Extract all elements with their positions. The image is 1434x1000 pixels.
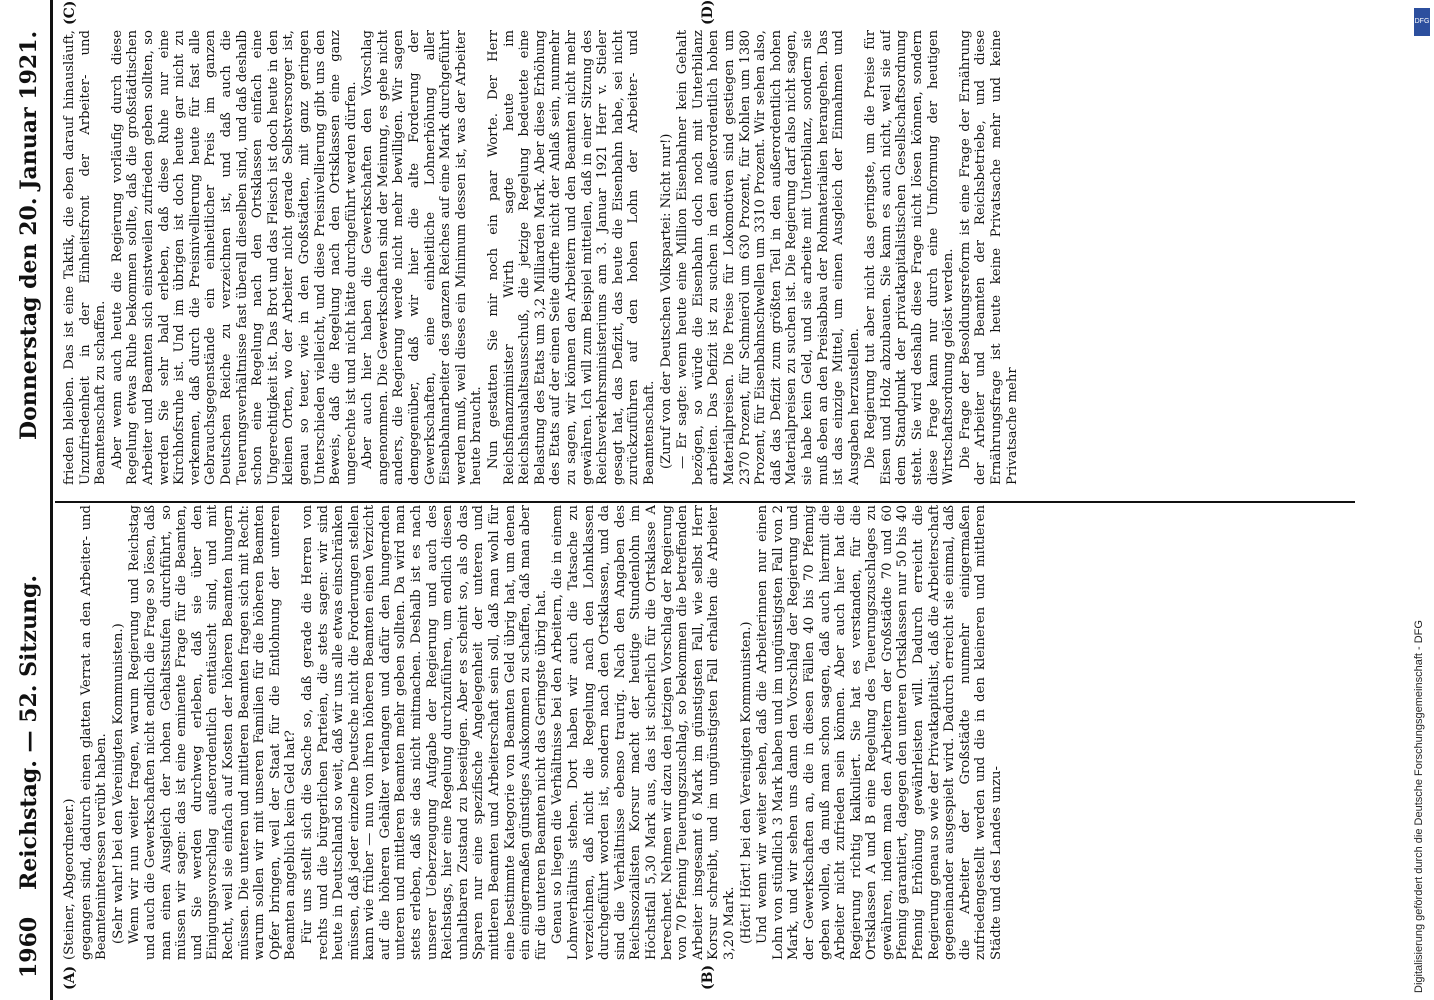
- margin-mark-a: (A): [62, 965, 78, 990]
- page-number: 1960: [16, 916, 42, 978]
- paragraph: Genau so liegen die Verhältnisse bei den Arbeitern, die in einem Lohnverhältnis stehen. Dort haben wir auch die Tatsache zu verzeichnen, daß nicht die Regelung nach den Lohnklassen durchgeführt worden ist, sondern nach den Ortsklassen, und da sind die Verhältnisse ebenso traurig. Nach den Angaben des Reichssozialisten Korsur macht der heutige Stundenlohn im Höchstfall 5,30 Mark aus, das ist sicherlich für die Ortsklasse A berechnet. Nehmen wir dazu den jetzigen Vorschlag der Regierung von 70 Pfennig Teuerungszuschlag, so bekommen die betreffenden Arbeiter insgesamt 6 Mark im günstigsten Fall, wie selbst Herr Korsur schreibt, und im ungünstigsten Fall erhalten die Arbeiter 3,20 Mark.: [550, 505, 737, 960]
- margin-mark-d: (D): [700, 0, 716, 25]
- paragraph: gegangen sind, dadurch einen glatten Verrat an den Arbeiter- und Beamteninteressen verübt haben.: [78, 505, 110, 960]
- paragraph: Wenn wir nun weiter fragen, warum Regierung und Reichstag und auch die Gewerkschaften nicht endlich die Frage so lösen, daß man einen Ausgleich der hohen Gehaltsstufen durchführt, so müssen wir sagen: das ist eine eminente Frage für die Beamten, und Sie werden durchweg erleben, daß sie über den Einigungsvorschlag außerordentlich enttäuscht sind, und mit Recht, weil sie einfach auf Kosten der höheren Beamten hungern müssen. Die unteren und mittleren Beamten fragen sich mit Recht: warum sollen wir mit unseren Familien für die höheren Beamten Opfer bringen, weil der Staat für die Entlohnung der unteren Beamten angeblich kein Geld hat?: [127, 505, 299, 960]
- paragraph: Aber wenn auch heute die Regierung vorläufig durch diese Regelung etwas Ruhe bekommen sollte, daß die großstädtischen Arbeiter und Beamten sich einstweilen zufrieden geben sollten, so werden Sie sehr bald erleben, daß diese Ruhe nur eine Kirchhofsruhe ist. Und im übrigen ist doch heute gar nicht zu verkennen, daß durch die Preisnivellierung heute für fast alle Gebrauchsgegenstände ein einheitlicher Preis im ganzen Deutschen Reiche zu verzeichnen ist, und daß auch die Teuerungsverhältnisse fast überall dieselben sind, und daß deshalb schon eine Regelung nach den Ortsklassen einfach eine Ungerechtigkeit ist. Das Brot und das Fleisch ist doch heute in den kleinen Orten, wo der Arbeiter nicht gerade Selbstversorger ist, genau so teuer, wie in den Großstädten, mit ganz geringen Unterschieden vielleicht, und diese Preisnivellierung gibt uns den Beweis, daß die Regelung nach den Ortsklassen eine ganz ungerechte ist und nicht hätte durchgeführt werden dürfen.: [109, 30, 359, 485]
- paragraph: Nun gestatten Sie mir noch ein paar Worte. Der Herr Reichsfinanzminister Wirth sagte heute im Reichshaushaltsausschuß, die jetzige Regelung bedeutete eine Belastung des Etats um 3,2 Milliarden Mark. Aber diese Erhöhung des Etats auf der einen Seite dürfte nicht der Anlaß sein, nunmehr zu sagen, wir können den Arbeitern und den Beamten nicht mehr gewähren. Ich will zum Beispiel mitteilen, daß in einer Sitzung des Reichsverkehrsministeriums am 3. Januar 1921 Herr v. Stieler gesagt hat, das Defizit, das heute die Eisenbahn habe, sei nicht zurückzuführen auf den hohen Lohn der Arbeiter- und Beamtenschaft.: [486, 30, 657, 485]
- paragraph: Und wenn wir weiter sehen, daß die Arbeiterinnen nur einen Lohn von stündlich 3 Mark haben und im ungünstigsten Fall von 2 Mark, und wir sehen uns dann den Vorschlag der Regierung und der Gewerkschaften an, die in diesen Fällen 40 bis 70 Pfennig geben wollen, da muß man schon sagen, daß auch hiermit die Arbeiter nicht zufrieden sein können. Aber auch hier hat die Regierung richtig kalkuliert. Sie hat es verstanden, für die Ortsklassen A und B eine Regelung des Teuerungszuschlages zu gewähren, indem man den Arbeitern der Großstädte 70 und 60 Pfennig garantiert, dagegen den unteren Ortsklassen nur 50 bis 40 Pfennig Erhöhung gewährleisten will. Dadurch erreicht die Regierung genau so wie der Privatkapitalist, daß die Arbeiterschaft gegeneinander ausgespielt wird. Dadurch erreicht sie einmal, daß die Arbeiter der Großstädte nunmehr einigermaßen zufriedengestellt werden und die in den kleineren und mittleren Städte und des Landes unzu-: [755, 505, 1005, 960]
- page-header: [10, 0, 53, 1000]
- running-head: Reichstag. — 52. Sitzung.: [16, 574, 42, 890]
- margin-mark-c: (C): [62, 0, 78, 25]
- paragraph: Aber auch hier haben die Gewerkschaften den Vorschlag angenommen. Die Gewerkschaften sind der Meinung, es gehe nicht anders, die Regierung werde nicht mehr bewilligen. Wir sagen demgegenüber, daß wir hier die alte Forderung der Gewerkschaften, eine einheitliche Lohnerhöhung aller Eisenbahnarbeiter des ganzen Reiches auf eine Mark durchgeführt werden muß, weil dieses ein Minimum dessen ist, was der Arbeiter heute braucht.: [360, 30, 485, 485]
- paragraph: Für uns stellt sich die Sache so, daß gerade die Herren von rechts und die bürgerlichen Parteien, die stets sagen: wir sind heute in Deutschland so weit, daß wir uns alle etwas einschränken müssen, daß jeder einzelne Deutsche nicht die Forderungen stellen kann wie früher — nun von ihren höheren Beamten einen Verzicht auf die höheren Gehälter verlangen und dafür den hungernden unteren und mittleren Beamten mehr geben sollten. Da wird man stets erleben, daß sie das nicht mitmachen. Deshalb ist es nach unserer Ueberzeugung Aufgabe der Regierung und auch des Reichstags, hier eine Regelung durchzuführen, um endlich diesen unhaltbaren Zustand zu beseitigen. Aber es scheint so, als ob das Sparen nur eine spezifische Angelegenheit der unteren und mittleren Beamten und Arbeiterschaft sein soll, daß man wohl für eine bestimmte Kategorie von Beamten Geld übrig hat, um denen ein einigermaßen günstiges Auskommen zu schaffen, daß man aber für die unteren Beamten nicht das Geringste übrig hat.: [299, 505, 549, 960]
- interjection: (Hört! Hört! bei den Vereinigten Kommunisten.): [738, 621, 754, 944]
- paragraph: — Er sagte: wenn heute eine Million Eisenbahner kein Gehalt bezögen, so würde die Eisenbahn doch noch mit Unterbilanz arbeiten. Das Defizit ist zu suchen in den außerordentlich hohen Materialpreisen. Die Preise für Lokomotiven sind gestiegen um 2370 Prozent, für Schmieröl um 630 Prozent, für Kohlen um 1380 Prozent, für Eisenbahnschwellen um 3310 Prozent. Wir sehen also, daß das Defizit zum größten Teil in den außerordentlich hohen Materialpreisen zu suchen ist. Die Regierung darf also nicht sagen, sie habe kein Geld, und sie arbeite mit Unterbilanz, sondern sie muß eben an den Preisabbau der Rohmaterialien herangehen. Das ist das einzige Mittel, um einen Ausgleich der Einnahmen und Ausgaben herzustellen.: [675, 30, 862, 485]
- dfg-logo: DFG: [1414, 8, 1430, 36]
- interjection: (Zuruf von der Deutschen Volkspartei: Nicht nur!): [658, 133, 674, 469]
- date-line: Donnerstag den 20. Januar 1921.: [16, 30, 42, 440]
- paragraph: Die Frage der Besoldungsreform ist eine Frage der Ernährung der Arbeiter und Beamten der Reichsbetriebe, und diese Ernährungsfrage ist heute keine Privatsache mehr und keine Privatsache mehr: [957, 30, 1020, 485]
- margin-mark-b: (B): [700, 964, 716, 990]
- speaker-note: (Steiner, Abgeordneter.): [62, 798, 77, 960]
- right-column: [62, 30, 1352, 485]
- credit-line: [1407, 8, 1431, 993]
- interjection: (Sehr wahr! bei den Vereinigten Kommunisten.): [110, 623, 126, 944]
- column-divider: [55, 501, 1355, 503]
- credit-text: Digitalisierung gefördert durch die Deutsche Forschungsgemeinschaft - DFG: [1413, 620, 1425, 993]
- paragraph: frieden bleiben. Das ist eine Taktik, die eben darauf hinausläuft, Unzufriedenheit in der Einheitsfront der Arbeiter- und Beamtenschaft zu schaffen.: [62, 30, 109, 485]
- paragraph: Die Regierung tut aber nicht das geringste, um die Preise für Eisen und Holz abzubauen. Sie kann es auch nicht, weil sie auf dem Standpunkt der privatkapitalistischen Gesellschaftsordnung steht. Sie wird deshalb diese Frage nicht lösen können, sondern diese Frage kann nur durch eine Umformung der heutigen Wirtschaftsordnung gelöst werden.: [863, 30, 957, 485]
- left-column: [62, 505, 1352, 960]
